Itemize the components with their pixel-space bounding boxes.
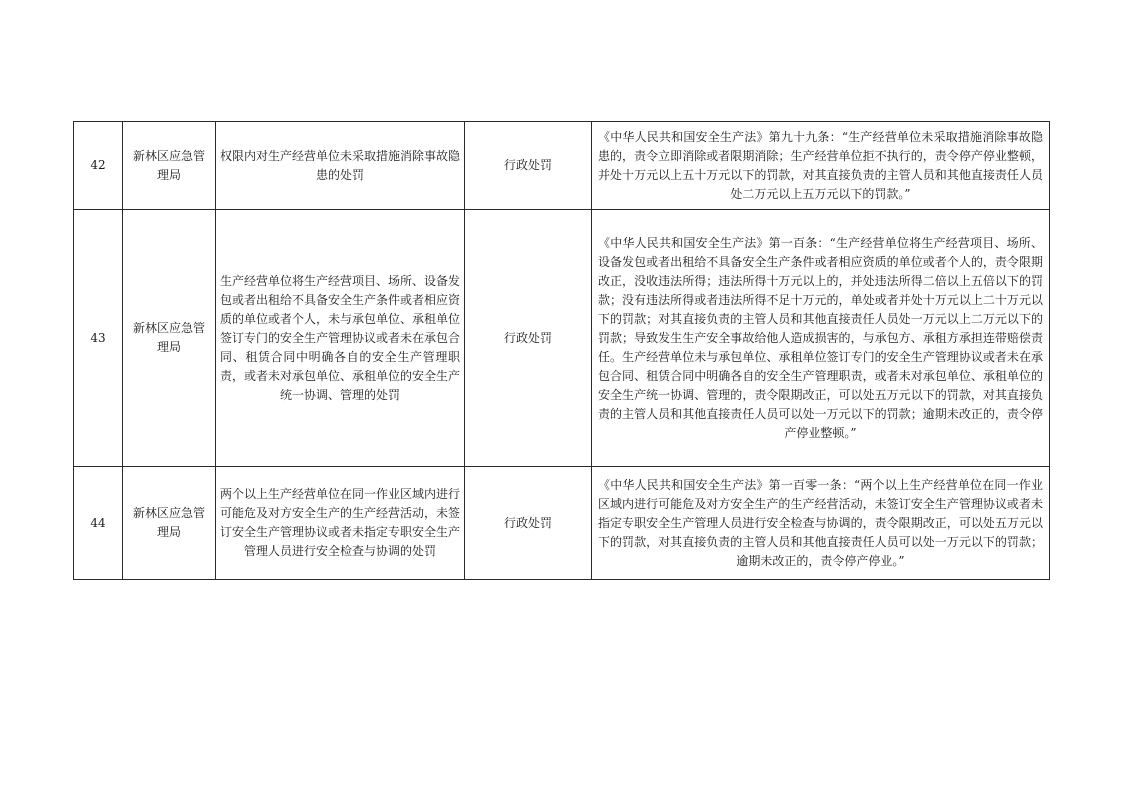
penalty-items-table xyxy=(73,121,1050,580)
legal-basis-cell: 《中华人民共和国安全生产法》第九十九条：“生产经营单位未采取措施消除事故隐患的，责令立即消除或者限期消除；生产经营单位拒不执行的，责令停产停业整顿，并处十万元以上五十万元以下的罚款，对其直接负责的主管人员和其他直接责任人员处二万元以上五万元以下的罚款。” xyxy=(592,122,1050,210)
table-row xyxy=(74,467,1050,580)
department-cell: 新林区应急管理局 xyxy=(123,122,216,210)
table-row xyxy=(74,122,1050,210)
department-cell: 新林区应急管理局 xyxy=(123,467,216,580)
row-number: 43 xyxy=(74,210,123,467)
table-row xyxy=(74,210,1050,467)
power-type-cell: 行政处罚 xyxy=(465,122,592,210)
power-type-cell: 行政处罚 xyxy=(465,210,592,467)
power-type-cell: 行政处罚 xyxy=(465,467,592,580)
item-name-cell: 权限内对生产经营单位未采取措施消除事故隐患的处罚 xyxy=(216,122,465,210)
row-number: 42 xyxy=(74,122,123,210)
item-name-cell: 两个以上生产经营单位在同一作业区域内进行可能危及对方安全生产的生产经营活动，未签订安全生产管理协议或者未指定专职安全生产管理人员进行安全检查与协调的处罚 xyxy=(216,467,465,580)
legal-basis-cell: 《中华人民共和国安全生产法》第一百零一条：“两个以上生产经营单位在同一作业区域内进行可能危及对方安全生产的生产经营活动，未签订安全生产管理协议或者未指定专职安全生产管理人员进行安全检查与协调的，责令限期改正，可以处五万元以下的罚款，对其直接负责的主管人员和其他直接责任人员可以处一万元以下的罚款；逾期未改正的，责令停产停业。” xyxy=(592,467,1050,580)
legal-basis-cell: 《中华人民共和国安全生产法》第一百条：“生产经营单位将生产经营项目、场所、设备发包或者出租给不具备安全生产条件或者相应资质的单位或者个人的，责令限期改正，没收违法所得；违法所得十万元以上的，并处违法所得二倍以上五倍以下的罚款；没有违法所得或者违法所得不足十万元的，单处或者并处十万元以上二十万元以下的罚款；对其直接负责的主管人员和其他直接责任人员处一万元以上二万元以下的罚款；导致发生生产安全事故给他人造成损害的，与承包方、承租方承担连带赔偿责任。生产经营单位未与承包单位、承租单位签订专门的安全生产管理协议或者未在承包合同、租赁合同中明确各自的安全生产管理职责，或者未对承包单位、承租单位的安全生产统一协调、管理的，责令限期改正，可以处五万元以下的罚款，对其直接负责的主管人员和其他直接责任人员可以处一万元以下的罚款；逾期未改正的，责令停产停业整顿。” xyxy=(592,210,1050,467)
department-cell: 新林区应急管理局 xyxy=(123,210,216,467)
row-number: 44 xyxy=(74,467,123,580)
item-name-cell: 生产经营单位将生产经营项目、场所、设备发包或者出租给不具备安全生产条件或者相应资质的单位或者个人，未与承包单位、承租单位签订专门的安全生产管理协议或者未在承包合同、租赁合同中明确各自的安全生产管理职责，或者未对承包单位、承租单位的安全生产统一协调、管理的处罚 xyxy=(216,210,465,467)
